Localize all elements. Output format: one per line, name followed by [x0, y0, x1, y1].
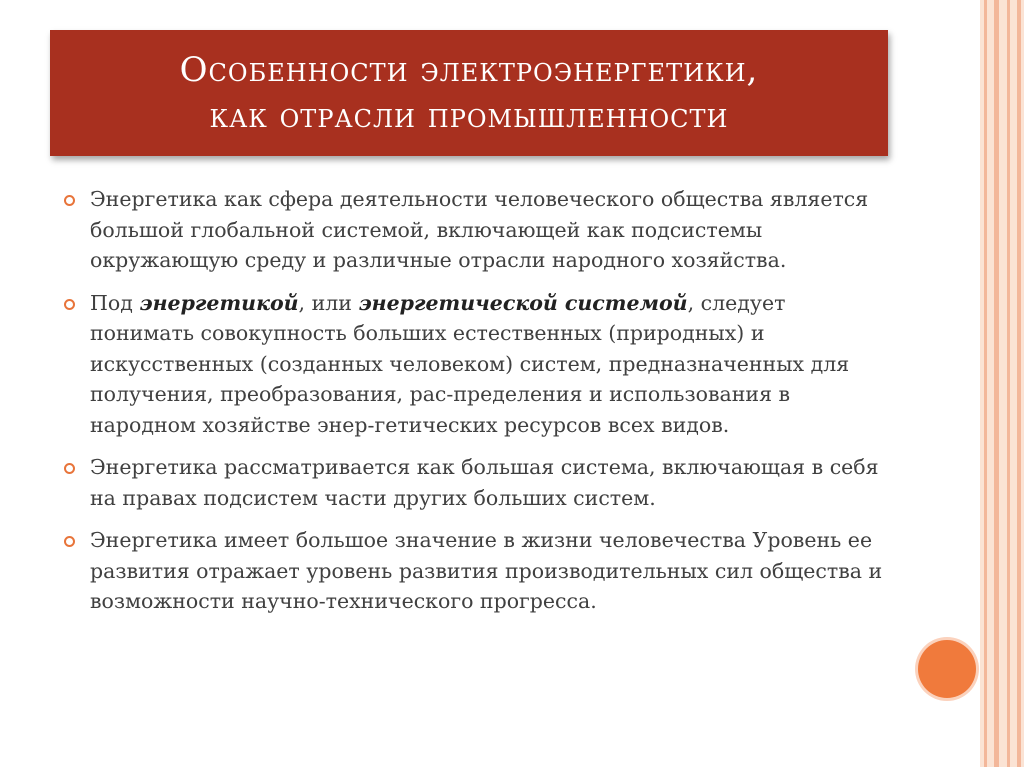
title-line-2: как отрасли промышленности	[209, 96, 729, 136]
bullet-item	[62, 184, 892, 276]
bullet-item	[62, 288, 892, 441]
stripe	[1017, 0, 1021, 767]
bullet-emphasis: энергетической системой	[358, 290, 688, 315]
slide-title	[50, 30, 888, 156]
bullet-item	[62, 525, 892, 617]
bullet-ring-icon	[64, 536, 75, 547]
bullet-ring-icon	[64, 463, 75, 474]
bullet-text-part: Под	[90, 290, 140, 315]
stripe	[1007, 0, 1010, 767]
bullet-item	[62, 452, 892, 513]
bullet-text-part: , или	[298, 290, 359, 315]
decorative-circle-icon	[918, 640, 976, 698]
bullet-ring-icon	[64, 195, 75, 206]
bullet-list	[62, 184, 892, 629]
bullet-text-part: , следует понимать совокупность больших естественных (природных) и искусственных (созданных человеком) систем, предназначенных для получения, преобразования, рас-пределения и использования в народном хозяйстве энер-гетических ресурсов всех видов.	[90, 290, 850, 437]
decorative-stripes	[980, 0, 1024, 767]
bullet-text: Энергетика рассматривается как большая система, включающая в себя на правах подсистем части других больших систем.	[90, 455, 879, 510]
title-line-1: Особенности электроэнергетики,	[179, 50, 759, 90]
bullet-ring-icon	[64, 299, 75, 310]
stripe	[984, 0, 987, 767]
bullet-text: Энергетика имеет большое значение в жизни человечества Уровень ее развития отражает уровень развития производительных сил общества и возможности научно-технического прогресса.	[90, 528, 883, 613]
stripe	[994, 0, 999, 767]
bullet-emphasis: энергетикой	[139, 290, 299, 315]
bullet-text: Энергетика как сфера деятельности человеческого общества является большой глобальной системой, включающей как подсистемы окружающую среду и различные отрасли народного хозяйства.	[90, 187, 869, 272]
